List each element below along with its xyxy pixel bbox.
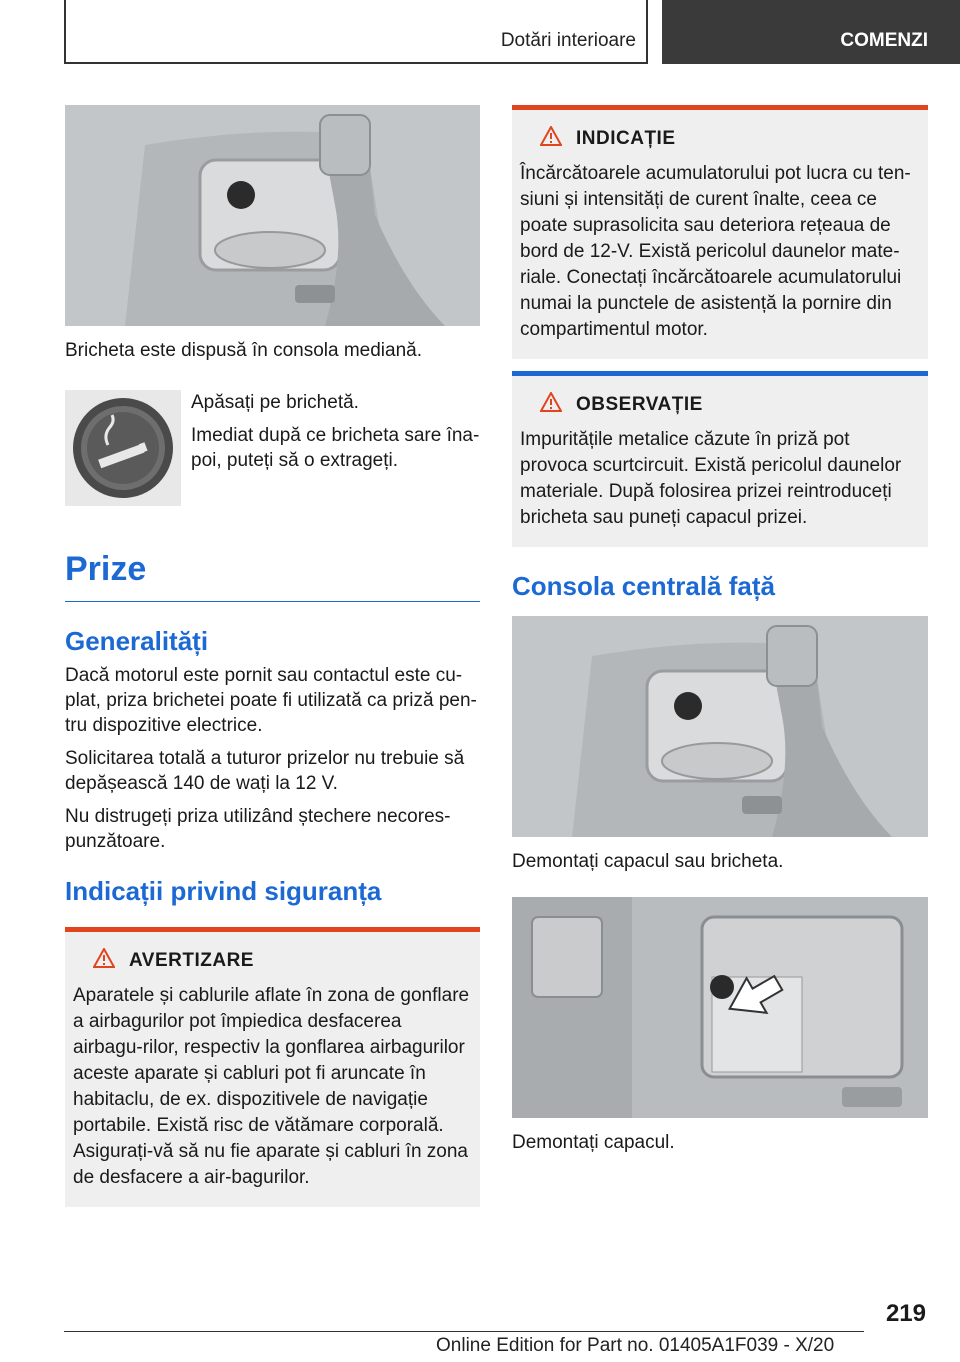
front-console-photo bbox=[512, 616, 928, 837]
left-column bbox=[65, 105, 480, 1207]
paragraph-general-2: Solicitarea totală a tuturor prizelor nu trebuie să depășească 140 de wați la 12 V. bbox=[65, 748, 465, 794]
observation-body: Impuritățile metalice căzute în priză pot provoca scurtcircuit. Există pericolul daunelor materiale. După folosirea prizei reintroduceți bricheta sau puneți capacul prizei. bbox=[520, 429, 902, 528]
observation-triangle-icon bbox=[540, 392, 562, 417]
footer-divider bbox=[64, 1331, 864, 1332]
lighter-step-2: Imediat după ce bricheta sare îna-poi, puteți să o extrageți. bbox=[191, 425, 480, 471]
page-number: 219 bbox=[885, 1300, 926, 1327]
observation-title: OBSERVAȚIE bbox=[576, 393, 703, 415]
right-column bbox=[512, 105, 928, 1156]
indication-box bbox=[512, 105, 928, 359]
indication-title: INDICAȚIE bbox=[576, 127, 676, 149]
lighter-instructions bbox=[65, 390, 480, 506]
photo-caption-lighter-location: Bricheta este dispusă în consola mediană. bbox=[65, 340, 422, 361]
warning-title: AVERTIZARE bbox=[129, 949, 254, 971]
paragraph-general-1: Dacă motorul este pornit sau contactul este cu-plat, priza brichetei poate fi utilizată ca priză pen-tru dispozitive electrice. bbox=[65, 665, 477, 736]
warning-body: Aparatele și cablurile aflate în zona de gonflare a airbagurilor pot împiedica desfacerea airbagu-rilor, respectiv la gonflarea airbagurilor aceste aparate și cabluri pot fi aruncate în habitaclu, de ex. dispozitivele de navigație portabile. Există risc de vătămare corporală. Asigurați-vă să nu fie aparate și cabluri în zona de desfacere a air-bagurilor. bbox=[73, 985, 470, 1188]
warning-triangle-icon bbox=[93, 948, 115, 973]
indication-triangle-icon bbox=[540, 126, 562, 151]
header-chapter-tab: COMENZI bbox=[662, 0, 960, 64]
heading-general: Generalități bbox=[65, 626, 209, 656]
center-console-photo bbox=[65, 105, 480, 326]
heading-prize: Prize bbox=[65, 550, 480, 602]
observation-box bbox=[512, 371, 928, 547]
cigarette-lighter-icon bbox=[65, 390, 181, 506]
footer-edition: Online Edition for Part no. 01405A1F039 - X/20 bbox=[436, 1335, 835, 1356]
lighter-step-1: Apăsați pe brichetă. bbox=[191, 392, 359, 413]
socket-cover-photo bbox=[512, 897, 928, 1118]
photo-caption-remove-cover-or-lighter: Demontați capacul sau bricheta. bbox=[512, 851, 784, 872]
paragraph-general-3: Nu distrugeți priza utilizând ștechere necores-punzătoare. bbox=[65, 806, 451, 852]
header-section-title: Dotări interioare bbox=[500, 30, 636, 51]
warning-box bbox=[65, 927, 480, 1207]
photo-caption-remove-cover: Demontați capacul. bbox=[512, 1132, 675, 1153]
heading-safety: Indicații privind siguranța bbox=[65, 876, 382, 906]
indication-body: Încărcătoarele acumulatorului pot lucra cu ten-siuni și intensități de curent înalte, ceea ce poate suprasolicita sau deteriora rețeaua de bord de 12-V. Există pericolul daunelor mate-riale. Conectați încărcătoarele acumulatorului numai la punctele de asistență la pornire din compartimentul motor. bbox=[520, 163, 911, 340]
heading-console: Consola centrală față bbox=[512, 571, 775, 601]
